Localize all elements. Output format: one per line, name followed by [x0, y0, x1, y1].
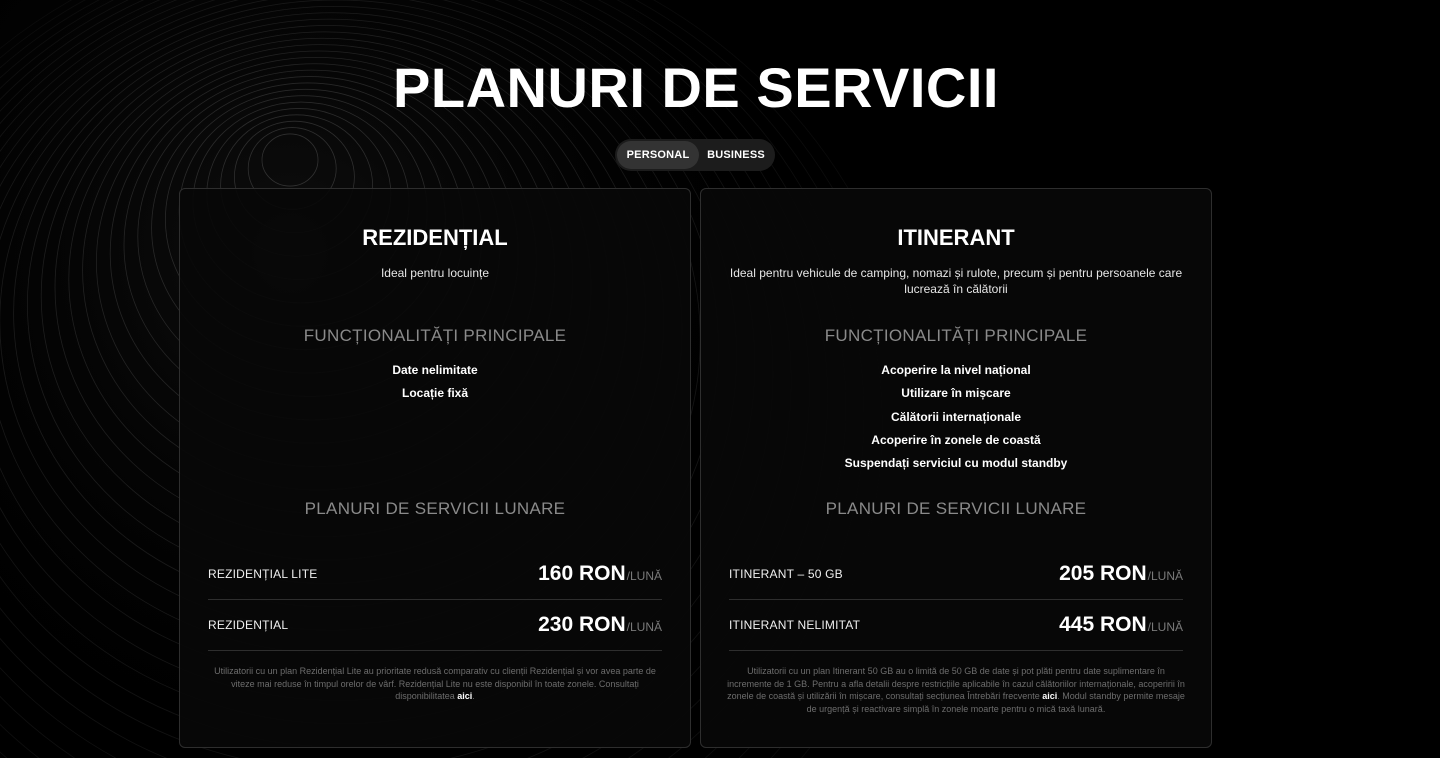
faq-link[interactable]: aici — [1042, 691, 1058, 701]
plan-rows — [208, 549, 662, 651]
card-title: REZIDENȚIAL — [362, 225, 508, 250]
feature-item: Călătorii internaționale — [890, 409, 1022, 424]
page-title: PLANURI DE SERVICII — [393, 56, 999, 119]
card-subtitle: Ideal pentru vehicule de camping, nomazi și rulote, precum și pentru persoanele care lucrează în călătorii — [729, 266, 1183, 296]
price-unit: /LUNĂ — [626, 620, 662, 634]
plan-price — [1059, 562, 1183, 586]
plan-row — [208, 600, 662, 651]
price-amount: 160 RON — [538, 562, 626, 585]
availability-link[interactable]: aici — [457, 691, 473, 701]
footnote-text: Utilizatorii cu un plan Itinerant 50 GB au o limită de 50 GB de date și pot plăti pentru date suplimentare în incremente de 1 GB. Pentru a afla detalii despre restricțiile aplicabile în cazul călătoriilor internaționale, acoperirii în zonele de coastă și utilizării în mișcare, consultați secțiunea Întrebări frecvente — [727, 666, 1185, 701]
card-title: ITINERANT — [897, 225, 1015, 250]
toggle-business-button[interactable]: BUSINESS — [707, 149, 765, 161]
feature-item: Suspendați serviciul cu modul standby — [844, 456, 1068, 471]
plan-footnote — [204, 665, 666, 703]
plan-card-roaming — [700, 188, 1212, 748]
card-subtitle: Ideal pentru locuințe — [380, 266, 490, 280]
feature-item: Acoperire în zonele de coastă — [871, 432, 1041, 447]
price-amount: 445 RON — [1059, 613, 1147, 636]
plan-name: REZIDENȚIAL — [208, 618, 289, 632]
plan-footnote — [725, 665, 1187, 715]
feature-item: Utilizare în mișcare — [901, 386, 1011, 401]
feature-item: Date nelimitate — [392, 363, 478, 377]
price-amount: 230 RON — [538, 613, 626, 636]
price-unit: /LUNĂ — [1147, 569, 1183, 583]
footnote-text-end: . — [472, 691, 475, 701]
plan-name: ITINERANT NELIMITAT — [729, 618, 861, 632]
feature-list — [701, 359, 1211, 475]
feature-item: Locație fixă — [401, 386, 469, 401]
features-heading: FUNCȚIONALITĂȚI PRINCIPALE — [824, 326, 1088, 345]
price-unit: /LUNĂ — [626, 569, 662, 583]
price-amount: 205 RON — [1059, 562, 1147, 585]
plan-card-residential — [179, 188, 691, 748]
footnote-text-end: . Modul standby permite mesaje de urgență și reactivare simplă în zonele moarte pentru o mică taxă lunară. — [806, 691, 1185, 714]
monthly-plans-heading: PLANURI DE SERVICII LUNARE — [304, 499, 566, 518]
plan-name: REZIDENȚIAL LITE — [208, 567, 318, 581]
feature-list — [180, 359, 690, 406]
plan-row — [729, 549, 1183, 600]
footnote-text: Utilizatorii cu un plan Rezidențial Lite au prioritate redusă comparativ cu clienții Rezidențial și vor avea parte de viteze mai reduse în timpul orelor de vârf. Rezidențial Lite nu este disponibil în toate zonele. Consultați disponibilitatea — [214, 666, 656, 701]
feature-item: Acoperire la nivel național — [881, 363, 1031, 377]
monthly-plans-heading: PLANURI DE SERVICII LUNARE — [825, 499, 1087, 518]
plan-type-toggle — [615, 139, 775, 171]
plan-price — [1059, 613, 1183, 637]
plan-price — [538, 613, 662, 637]
plan-row — [208, 549, 662, 600]
plan-row — [729, 600, 1183, 651]
plan-price — [538, 562, 662, 586]
plan-name: ITINERANT – 50 GB — [729, 567, 843, 581]
plan-rows — [729, 549, 1183, 651]
features-heading: FUNCȚIONALITĂȚI PRINCIPALE — [303, 326, 567, 345]
price-unit: /LUNĂ — [1147, 620, 1183, 634]
toggle-personal-button[interactable]: PERSONAL — [617, 141, 699, 169]
